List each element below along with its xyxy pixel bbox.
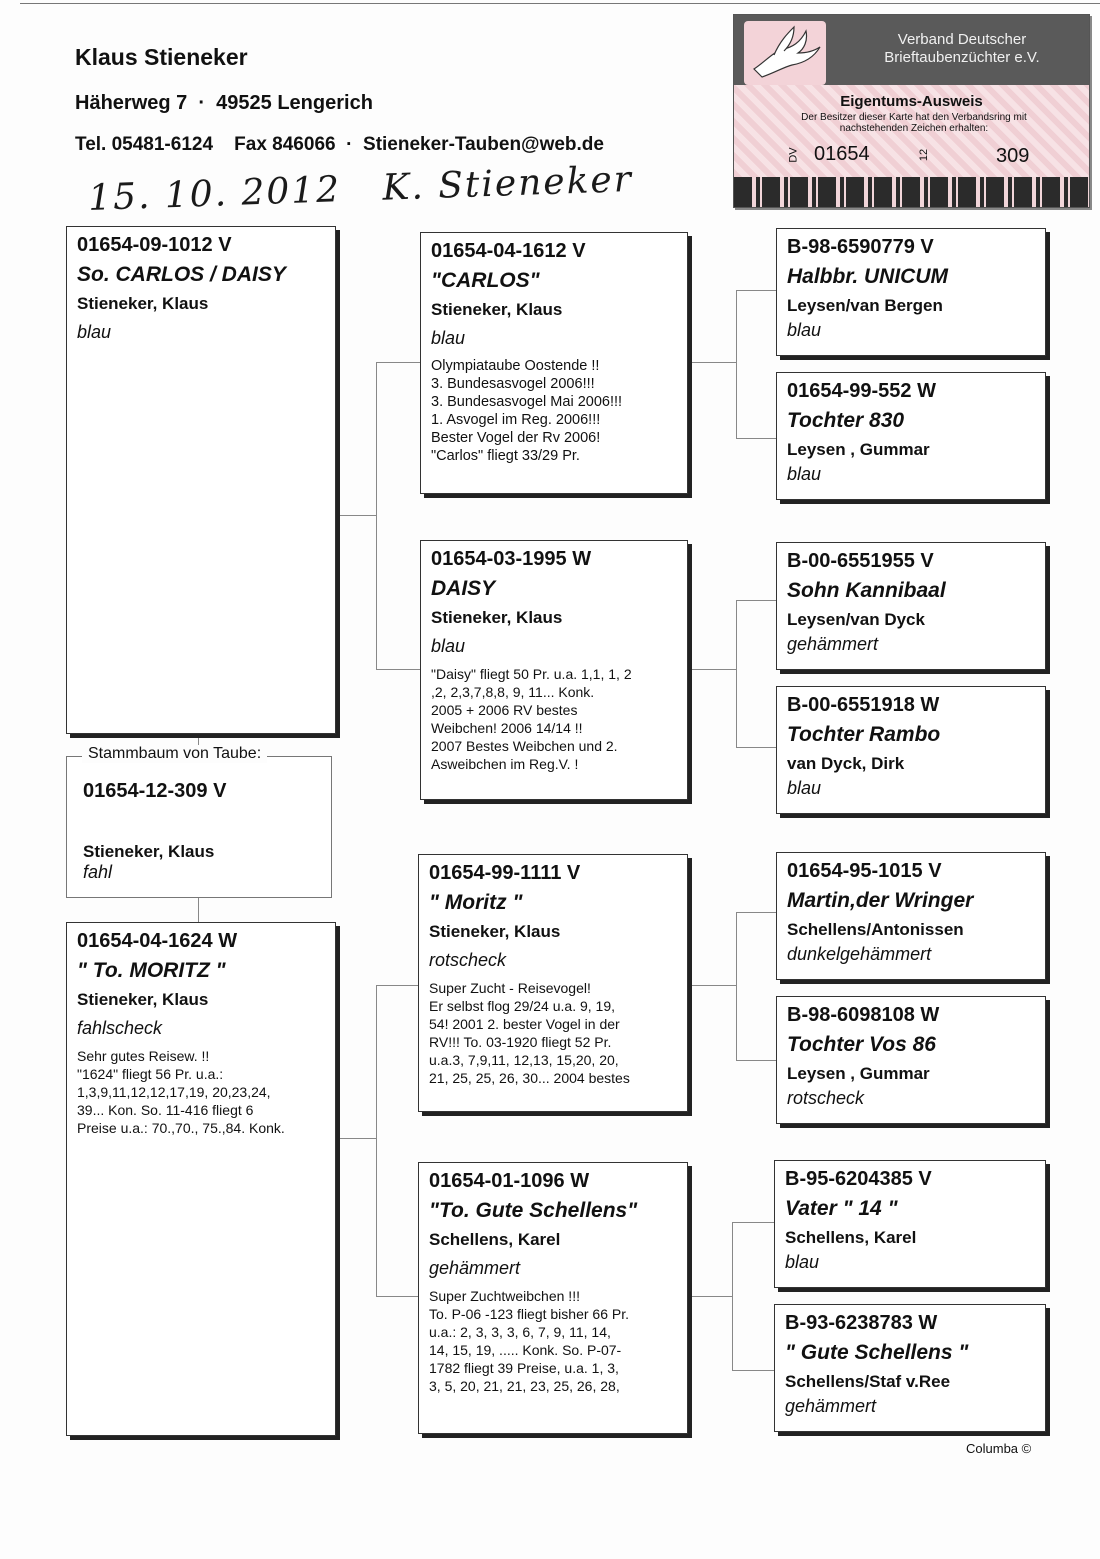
pedigree-box-dam-dam <box>418 1162 688 1434</box>
connector-line <box>736 747 776 748</box>
pigeon-name: " Moritz " <box>429 891 523 914</box>
owner: Leysen , Gummar <box>787 440 930 459</box>
pigeon-color: dunkelgehämmert <box>787 944 932 964</box>
performance-note: Super Zucht - Reisevogel! Er selbst flog 29/24 u.a. 9, 19, 54! 2001 2. bester Vogel in der RV!!! To. 03-1920 fliegt 52 Pr. u.a.3, 7,9,11, 12,13, 15,20, 20, 21, 25, 25, 26, 30... 2004 bestes <box>429 980 630 1086</box>
card-ring-year: 12 <box>918 148 931 162</box>
owner: van Dyck, Dirk <box>787 754 905 773</box>
pigeon-name: DAISY <box>431 577 496 600</box>
pigeon-name: Sohn Kannibaal <box>787 579 946 602</box>
owner: Stieneker, Klaus <box>77 990 209 1009</box>
connector-line <box>198 898 199 922</box>
pigeon-color: fahl <box>83 862 113 882</box>
connector-line <box>692 669 736 670</box>
owner: Leysen , Gummar <box>787 1064 930 1083</box>
connector-line <box>376 985 377 1296</box>
pedigree-box-great-grandparent <box>776 996 1046 1124</box>
card-title: Eigentums-Ausweis <box>840 93 983 110</box>
owner: Schellens/Antonissen <box>787 920 964 939</box>
pigeon-name: Tochter Rambo <box>787 723 941 746</box>
connector-line <box>376 985 418 986</box>
connector-line <box>340 1138 376 1139</box>
pedigree-box-great-grandparent <box>774 1160 1046 1288</box>
pedigree-box-great-grandparent <box>776 372 1046 500</box>
connector-line <box>736 600 737 747</box>
handwritten-date-signature <box>87 158 661 219</box>
ring-number: 01654-12-309 V <box>83 780 227 802</box>
breeder-contact <box>75 134 604 156</box>
pigeon-name: "CARLOS" <box>431 269 540 292</box>
connector-line <box>732 1222 733 1370</box>
connector-line <box>376 669 420 670</box>
connector-line <box>736 438 776 439</box>
connector-line <box>340 515 376 516</box>
performance-note: "Daisy" fliegt 50 Pr. u.a. 1,1, 1, 2 ,2, 2,3,7,8,8, 9, 11... Konk. 2005 + 2006 RV bestes Weibchen! 2006 14/14 !! 2007 Bestes Weibchen und 2. Asweibchen im Reg.V. ! <box>431 666 632 772</box>
card-ring-number: 01654 <box>814 143 870 165</box>
connector-line <box>736 1060 776 1061</box>
connector-line <box>736 912 776 913</box>
pigeon-color: blau <box>431 328 466 348</box>
performance-note: Sehr gutes Reisew. !! "1624" fliegt 56 Pr. u.a.: 1,3,9,11,12,12,17,19, 20,23,24, 39... Kon. So. 11-416 fliegt 6 Preise u.a.: 70.,70., 75.,84. Konk. <box>77 1048 285 1136</box>
ring-number: 01654-03-1995 W <box>431 548 592 570</box>
pigeon-name: Tochter Vos 86 <box>787 1033 936 1056</box>
pedigree-box-sire <box>66 226 336 734</box>
breeder-name: Klaus Stieneker <box>75 44 248 70</box>
city: 49525 Lengerich <box>216 92 373 114</box>
owner: Schellens, Karel <box>429 1230 561 1249</box>
ring-number: B-93-6238783 W <box>785 1312 938 1334</box>
ring-number: B-00-6551918 W <box>787 694 940 716</box>
card-dv: DV <box>787 147 800 163</box>
pedigree-box-dam-sire <box>418 854 688 1112</box>
owner: Leysen/van Bergen <box>787 296 943 315</box>
top-border-line <box>20 3 1100 4</box>
ring-number: B-95-6204385 V <box>785 1168 932 1190</box>
pedigree-box-sire-sire <box>420 232 688 494</box>
dove-logo-icon <box>744 21 826 85</box>
pedigree-box-great-grandparent <box>776 228 1046 356</box>
pigeon-color: rotscheck <box>429 950 507 970</box>
pigeon-name: " Gute Schellens " <box>785 1341 969 1364</box>
fax: Fax 846066 <box>234 134 336 155</box>
pigeon-name: "To. Gute Schellens" <box>429 1199 638 1222</box>
owner: Stieneker, Klaus <box>77 294 209 313</box>
pedigree-box-great-grandparent <box>776 686 1046 814</box>
connector-line <box>732 1370 774 1371</box>
pigeon-name: So. CARLOS / DAISY <box>77 263 286 286</box>
street: Häherweg 7 <box>75 92 188 114</box>
pigeon-color: gehämmert <box>787 634 879 654</box>
pigeon-color: gehämmert <box>429 1258 521 1278</box>
connector-line <box>376 362 420 363</box>
pigeon-color: blau <box>787 320 822 340</box>
connector-line <box>736 290 776 291</box>
handwritten-date: 15. 10. 2012 <box>87 169 342 219</box>
connector-line <box>692 362 736 363</box>
connector-line <box>692 985 736 986</box>
handwritten-signature: K. Stieneker <box>381 158 634 209</box>
card-decorative-band <box>734 177 1089 207</box>
pedigree-box-sire-dam <box>420 540 688 800</box>
owner: Leysen/van Dyck <box>787 610 925 629</box>
ring-number: 01654-04-1612 V <box>431 240 586 262</box>
pigeon-name: " To. MORITZ " <box>77 959 226 982</box>
pedigree-box-great-grandparent <box>774 1304 1046 1432</box>
card-ring-serial: 309 <box>996 145 1030 167</box>
connector-line <box>692 1296 732 1297</box>
owner: Stieneker, Klaus <box>431 300 563 319</box>
separator-dot: · <box>192 92 211 114</box>
org-line-1: Verband Deutscher <box>897 31 1027 48</box>
performance-note: Super Zuchtweibchen !!! To. P-06 -123 fliegt bisher 66 Pr. u.a.: 2, 3, 3, 3, 6, 7, 9, 11, 14, 14, 15, 19, ..... Konk. So. P-07- 1782 fliegt 39 Preise, u.a. 1, 3, 3, 5, 20, 21, 21, 23, 25, 26, 28, <box>429 1288 629 1394</box>
ring-number: 01654-09-1012 V <box>77 234 232 256</box>
footer-credit: Columba © <box>966 1441 1032 1456</box>
ownership-card <box>733 14 1090 208</box>
pigeon-color: blau <box>787 778 822 798</box>
pigeon-color: blau <box>785 1252 820 1272</box>
pigeon-name: Vater " 14 " <box>785 1197 898 1220</box>
pigeon-name: Tochter 830 <box>787 409 905 432</box>
separator-dot: · <box>340 134 358 155</box>
owner: Stieneker, Klaus <box>83 842 215 861</box>
card-organization <box>842 31 1082 67</box>
owner: Stieneker, Klaus <box>429 922 561 941</box>
performance-note: Olympiataube Oostende !! 3. Bundesasvogel 2006!!! 3. Bundesasvogel Mai 2006!!! 1. Asvogel im Reg. 2006!!! Bester Vogel der Rv 2006! "Carlos" fliegt 33/29 Pr. <box>431 358 623 464</box>
pigeon-color: rotscheck <box>787 1088 865 1108</box>
pigeon-name: Halbbr. UNICUM <box>787 265 949 288</box>
ring-number: 01654-04-1624 W <box>77 930 238 952</box>
connector-line <box>736 290 737 438</box>
connector-line <box>732 1222 774 1223</box>
ring-number: B-98-6590779 V <box>787 236 934 258</box>
pigeon-color: gehämmert <box>785 1396 877 1416</box>
pigeon-name: Martin,der Wringer <box>787 889 974 912</box>
connector-line <box>736 912 737 1060</box>
owner: Schellens, Karel <box>785 1228 917 1247</box>
org-line-2: Brieftaubenzüchter e.V. <box>884 49 1040 66</box>
breeder-address <box>75 92 373 115</box>
telephone: Tel. 05481-6124 <box>75 134 214 155</box>
connector-line <box>736 600 776 601</box>
connector-line <box>376 1296 418 1297</box>
owner: Schellens/Staf v.Ree <box>785 1372 951 1391</box>
email: Stieneker-Tauben@web.de <box>363 134 604 155</box>
owner: Stieneker, Klaus <box>431 608 563 627</box>
ring-number: 01654-99-1111 V <box>429 862 581 884</box>
pigeon-color: blau <box>787 464 822 484</box>
pedigree-box-subject <box>66 756 332 898</box>
pedigree-box-great-grandparent <box>776 852 1046 980</box>
subject-label: Stammbaum von Taube: <box>82 745 267 763</box>
pigeon-color: blau <box>77 322 112 342</box>
ring-number: 01654-01-1096 W <box>429 1170 590 1192</box>
pedigree-box-dam <box>66 922 336 1436</box>
card-text: Der Besitzer dieser Karte hat den Verbandsring mit nachstehenden Zeichen erhalten: <box>801 112 1027 134</box>
ring-number: B-00-6551955 V <box>787 550 934 572</box>
ring-number: 01654-99-552 W <box>787 380 936 402</box>
pedigree-box-great-grandparent <box>776 542 1046 670</box>
connector-line <box>376 362 377 669</box>
pigeon-color: fahlscheck <box>77 1018 163 1038</box>
pigeon-color: blau <box>431 636 466 656</box>
ring-number: 01654-95-1015 V <box>787 860 942 882</box>
ring-number: B-98-6098108 W <box>787 1004 940 1026</box>
card-header <box>734 15 1089 85</box>
